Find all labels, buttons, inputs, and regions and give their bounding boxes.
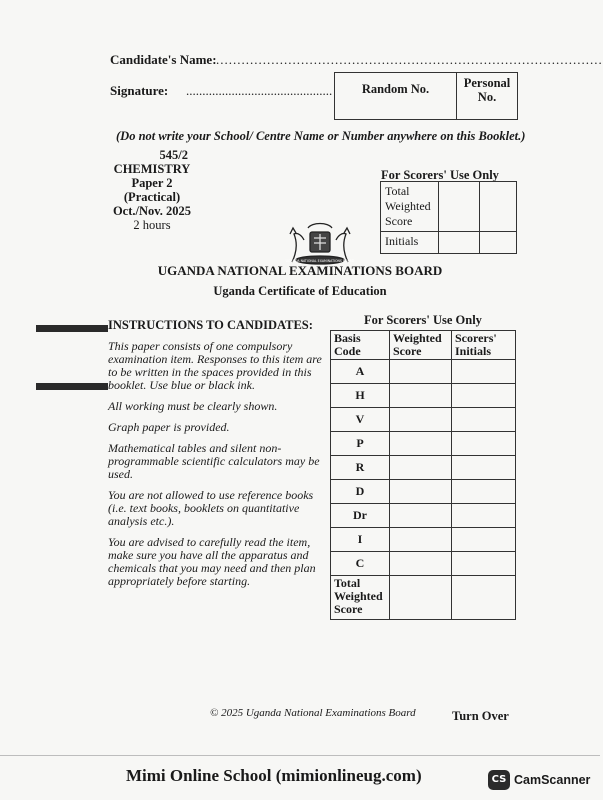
basis-code: P: [331, 432, 390, 456]
paper-code: 545/2: [159, 148, 188, 162]
paper-subject: CHEMISTRY: [113, 162, 191, 176]
scorer-initials-cell[interactable]: [452, 432, 516, 456]
tws-line-3: Score: [385, 214, 413, 228]
scorers-box-1: [380, 181, 517, 254]
personal-number-label-1: Personal: [463, 76, 511, 90]
scorer-initials-cell[interactable]: [452, 456, 516, 480]
logo-ring-text: UGANDA NATIONAL EXAMINATIONS BOARD: [285, 259, 355, 263]
instruction-4: Mathematical tables and silent non-programmable scientific calculators may be used.: [108, 441, 320, 481]
weighted-score-cell[interactable]: [390, 408, 452, 432]
random-number-cell[interactable]: [335, 73, 457, 120]
col-scorers-initials: Scorers' Initials: [452, 331, 516, 360]
instruction-6: You are advised to carefully read the item, make sure you have all the apparatus and chemicals that you may need and then plan appropriately before starting.: [108, 535, 316, 588]
table-row: [331, 408, 516, 432]
initials-cell-2[interactable]: [480, 232, 517, 254]
paper-session: Oct./Nov. 2025: [112, 204, 192, 218]
weighted-score-cell[interactable]: [390, 384, 452, 408]
instruction-3: Graph paper is provided.: [108, 420, 230, 434]
paper-type: (Practical): [123, 190, 181, 204]
candidate-name-field[interactable]: ...........................................................................................: [216, 52, 603, 67]
certificate-name: Uganda Certificate of Education: [213, 284, 387, 298]
weighted-score-cell[interactable]: [390, 360, 452, 384]
paper-number: Paper 2: [131, 176, 173, 190]
paper-duration: 2 hours: [133, 218, 171, 232]
scorer-initials-cell[interactable]: [452, 528, 516, 552]
table-row: [331, 504, 516, 528]
uneb-coat-of-arms-logo: [280, 210, 360, 270]
weighted-score-cell[interactable]: [390, 552, 452, 576]
basis-code: A: [331, 360, 390, 384]
initials-cell-1[interactable]: [439, 232, 480, 254]
turn-over-label: Turn Over: [452, 709, 509, 723]
total-weighted-score-cell[interactable]: [390, 576, 452, 620]
paper-details: [112, 148, 192, 232]
basis-code: H: [331, 384, 390, 408]
basis-code: C: [331, 552, 390, 576]
table-row: [331, 576, 516, 620]
table-row: [331, 360, 516, 384]
instructions-title: INSTRUCTIONS TO CANDIDATES:: [108, 318, 313, 332]
scorer-initials-cell[interactable]: [452, 480, 516, 504]
random-personal-number-table: [334, 72, 518, 120]
basis-code: V: [331, 408, 390, 432]
scorer-initials-cell[interactable]: [452, 384, 516, 408]
candidate-name-label: Candidate's Name:: [110, 52, 217, 67]
personal-number-label-2: No.: [477, 90, 497, 104]
camscanner-icon: CS: [488, 770, 510, 790]
instruction-1: This paper consists of one compulsory examination item. Responses to this item are to be written in the spaces provided in this booklet. Use blue or black ink.: [108, 339, 322, 392]
personal-number-cell[interactable]: [457, 73, 518, 120]
booklet-notice: (Do not write your School/ Centre Name or Number anywhere on this Booklet.): [116, 129, 526, 143]
copyright-notice: © 2025 Uganda National Examinations Board: [210, 707, 416, 719]
scorers-box-2-title: For Scorers' Use Only: [364, 313, 482, 327]
signature-label: Signature:: [110, 83, 169, 98]
basis-code: R: [331, 456, 390, 480]
watermark-text: Mimi Online School (mimionlineug.com): [126, 766, 422, 785]
scan-mark-bottom: [36, 383, 108, 390]
weighted-score-cell[interactable]: [390, 504, 452, 528]
weighted-score-cell[interactable]: [390, 528, 452, 552]
instruction-2: All working must be clearly shown.: [108, 399, 278, 413]
instruction-5: You are not allowed to use reference books (i.e. text books, booklets on quantitative analysis etc.).: [108, 488, 314, 528]
basis-code: I: [331, 528, 390, 552]
basis-code: Dr: [331, 504, 390, 528]
weighted-score-cell[interactable]: [390, 432, 452, 456]
total-weighted-score-cell-2[interactable]: [480, 182, 517, 232]
scan-mark-top: [36, 325, 108, 332]
signature-field[interactable]: .............................................: [186, 83, 333, 98]
table-row: [331, 528, 516, 552]
table-row: [331, 480, 516, 504]
table-row: [331, 432, 516, 456]
table-row: [331, 384, 516, 408]
table-row: [331, 552, 516, 576]
tws-line-2: Weighted: [385, 199, 431, 213]
col-basis-code: Basis Code: [331, 331, 390, 360]
instructions-list: [108, 340, 326, 596]
total-initials-cell[interactable]: [452, 576, 516, 620]
scorer-initials-cell[interactable]: [452, 360, 516, 384]
coat-of-arms-icon: [290, 224, 350, 265]
initials-label: Initials: [381, 232, 439, 254]
weighted-score-cell[interactable]: [390, 480, 452, 504]
total-weighted-score-row-label: Total Weighted Score: [331, 576, 390, 620]
basis-code: D: [331, 480, 390, 504]
scorer-initials-cell[interactable]: [452, 552, 516, 576]
total-weighted-score-label: [381, 182, 439, 232]
random-number-label: Random No.: [361, 82, 430, 96]
footer-divider: [0, 755, 600, 756]
col-weighted-score: Weighted Score: [390, 331, 452, 360]
scorers-box-1-title: For Scorers' Use Only: [381, 168, 499, 182]
camscanner-label: CamScanner: [514, 773, 591, 787]
weighted-score-cell[interactable]: [390, 456, 452, 480]
scorers-box-2: [330, 330, 516, 620]
scorer-initials-cell[interactable]: [452, 504, 516, 528]
tws-line-1: Total: [385, 184, 410, 198]
table-row: [331, 456, 516, 480]
total-weighted-score-cell-1[interactable]: [439, 182, 480, 232]
scorer-initials-cell[interactable]: [452, 408, 516, 432]
board-name: UGANDA NATIONAL EXAMINATIONS BOARD: [157, 263, 443, 278]
